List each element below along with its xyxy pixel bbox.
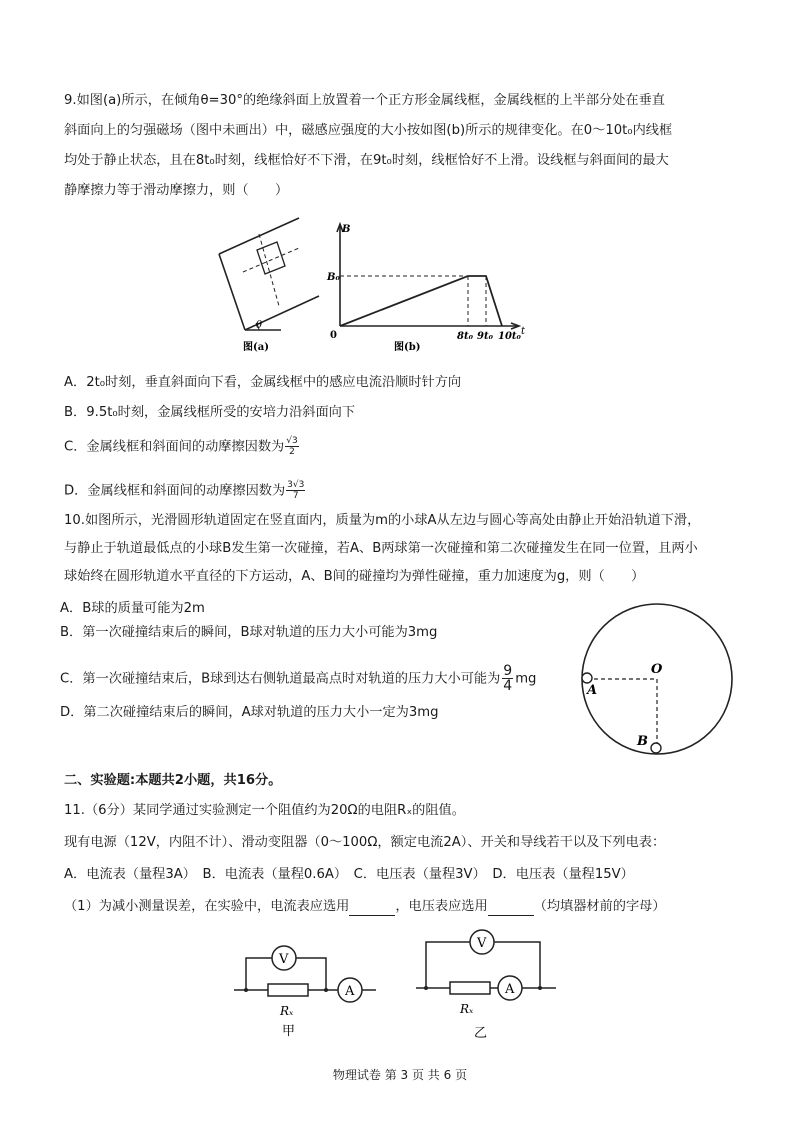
q11-answer-blank-voltmeter[interactable] [488, 902, 534, 916]
q9-fig-b-xlabel: t [521, 326, 526, 337]
q10-option-c-unit: mg [515, 671, 537, 687]
q9-fig-b-ylabel: B [342, 224, 351, 235]
caption-yi: 乙 [474, 1026, 488, 1040]
q9-stem-line3: 均处于静止状态，且在8t₀时刻，线框恰好不下滑，在9t₀时刻，线框恰好不上滑。设线框与斜面间的最大 [64, 153, 669, 168]
q10-fig-label-b: B [637, 734, 648, 749]
q11-question-1 [64, 898, 666, 916]
q11-stem-line2: 现有电源（12V，内阻不计）、滑动变阻器（0～100Ω，额定电流2A）、开关和导线若干以及下列电表： [64, 835, 666, 850]
q9-fig-b-b0: B₀ [327, 272, 340, 283]
q9-option-c [64, 436, 299, 457]
q9-fig-a-angle: θ [256, 320, 263, 331]
q11-q1-text-mid: ，电压表应选用 [395, 899, 488, 914]
section-2-title: 二、实验题:本题共2小题，共16分。 [64, 773, 282, 788]
q9-fig-b-t9: 9t₀ [477, 331, 493, 342]
q10-stem-line3: 球始终在圆形轨道水平直径的下方运动，A、B间的碰撞均为弹性碰撞，重力加速度为g，则（ ） [64, 569, 645, 584]
resistor-label-yi: Rₓ [460, 1002, 474, 1016]
resistor-jia [268, 984, 308, 996]
q9-option-a: A．2t₀时刻，垂直斜面向下看，金属线框中的感应电流沿顺时针方向 [64, 375, 462, 390]
meter-label-a-yi: A [505, 982, 515, 997]
q10-fig-label-o: O [651, 662, 663, 677]
meter-label-v-yi: V [477, 936, 487, 951]
q10-stem-line2: 与静止于轨道最低点的小球B发生第一次碰撞，若A、B两球第一次碰撞和第二次碰撞发生在同一位置，且两小 [64, 541, 698, 556]
q9-option-c-den: 2 [289, 447, 295, 457]
ball-a [582, 673, 592, 683]
q9-stem-line4: 静摩擦力等于滑动摩擦力，则（ ） [64, 183, 289, 198]
q10-option-c-num: 9 [503, 663, 513, 679]
circuit-yi [410, 928, 560, 1040]
q9-fig-b-t10: 10t₀ [498, 331, 521, 342]
resistor-label-jia: Rₓ [280, 1004, 294, 1018]
q9-option-c-text: C．金属线框和斜面间的动摩擦因数为 [64, 439, 285, 455]
meter-label-v-jia: V [279, 952, 289, 967]
q11-q1-text-post: （均填器材前的字母） [533, 899, 666, 914]
q9-figure-b [318, 212, 533, 357]
q9-option-c-fraction [285, 436, 298, 457]
q11-q1-text-pre: （1）为减小测量误差，在实验中，电流表应选用 [64, 899, 350, 914]
q9-fig-a-caption: 图(a) [243, 342, 269, 353]
q10-option-c-den: 4 [503, 678, 513, 694]
q11-stem-line1: 11.（6分）某同学通过实验测定一个阻值约为20Ω的电阻Rₓ的阻值。 [64, 803, 465, 818]
q10-option-c-text: C．第一次碰撞结束后，B球到达右侧轨道最高点时对轨道的压力大小可能为 [60, 671, 501, 687]
q9-figure-a [215, 212, 327, 357]
q10-option-c-fraction [502, 664, 513, 693]
q9-option-d [64, 480, 305, 501]
ball-b [651, 743, 661, 753]
q9-option-d-fraction [286, 480, 305, 501]
q9-fig-b-origin: 0 [330, 330, 337, 341]
q9-fig-b-caption: 图(b) [394, 342, 421, 353]
page-footer: 物理试卷 第 3 页 共 6 页 [332, 1068, 468, 1082]
circuit-jia [228, 928, 378, 1040]
meter-label-a-jia: A [345, 984, 355, 999]
q9-option-d-den: 7 [292, 491, 299, 501]
q9-option-c-num: √3 [286, 436, 298, 446]
q10-option-d: D．第二次碰撞结束后的瞬间，A球对轨道的压力大小一定为3mg [60, 705, 439, 720]
q10-stem-line1: 10.如图所示，光滑圆形轨道固定在竖直面内，质量为m的小球A从左边与圆心等高处由静止开始沿轨道下滑， [64, 513, 701, 528]
q9-fig-b-t8: 8t₀ [457, 331, 473, 342]
q9-option-b: B．9.5t₀时刻，金属线框所受的安培力沿斜面向下 [64, 405, 356, 420]
q9-option-d-num: 3√3 [287, 480, 305, 490]
q10-option-c [60, 664, 536, 693]
q9-option-d-text: D．金属线框和斜面间的动摩擦因数为 [64, 483, 286, 499]
resistor-yi [450, 982, 490, 994]
q10-option-a: A．B球的质量可能为2m [60, 601, 205, 616]
q11-answer-blank-ammeter[interactable] [349, 902, 395, 916]
caption-jia: 甲 [282, 1024, 296, 1039]
q10-fig-label-a: A [587, 683, 598, 698]
q9-stem-line2: 斜面向上的匀强磁场（图中未画出）中，磁感应强度的大小按如图(b)所示的规律变化。在0～10t₀内线框 [64, 123, 673, 138]
q11-stem-line3: A．电流表（量程3A） B．电流表（量程0.6A） C．电压表（量程3V） D．电压表（量程15V） [64, 867, 634, 882]
q9-stem-line1: 9.如图(a)所示，在倾角θ=30°的绝缘斜面上放置着一个正方形金属线框，金属线框的上半部分处在垂直 [64, 93, 665, 108]
q10-figure-circle [572, 600, 742, 760]
q10-option-b: B．第一次碰撞结束后的瞬间，B球对轨道的压力大小可能为3mg [60, 625, 438, 640]
